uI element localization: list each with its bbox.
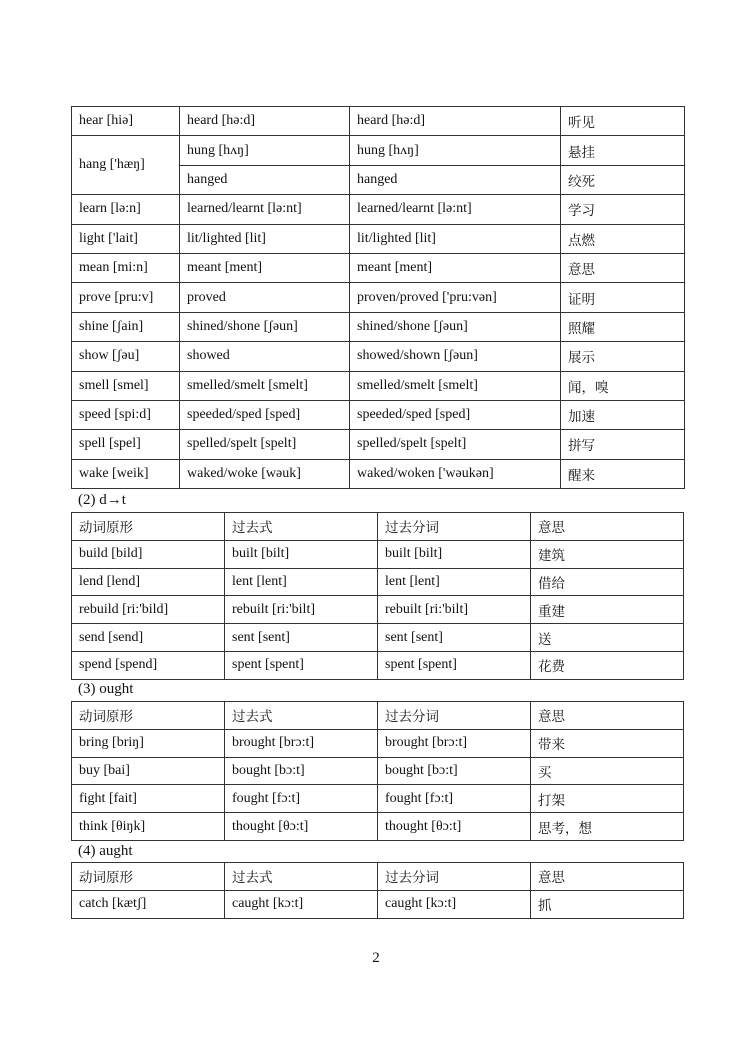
table-cell: smell [smel]: [72, 371, 180, 400]
table-cell: lit/lighted [lit]: [350, 224, 561, 253]
table-row: [72, 312, 685, 341]
table-cell: spent [spent]: [225, 651, 378, 679]
table-cell: rebuild [ri:'bild]: [72, 596, 225, 624]
table-row: [72, 890, 684, 918]
table-cell: hanged: [180, 165, 350, 194]
table-cell: heard [hə:d]: [180, 107, 350, 136]
table-cell: proved: [180, 283, 350, 312]
table-cell: 动词原形: [72, 513, 225, 541]
table-row: [72, 813, 684, 841]
table-cell: catch [kætʃ]: [72, 890, 225, 918]
table-cell: showed: [180, 342, 350, 371]
table-cell: smelled/smelt [smelt]: [350, 371, 561, 400]
table-cell: spell [spel]: [72, 430, 180, 459]
table-row: [72, 342, 685, 371]
table-cell: 过去式: [225, 513, 378, 541]
table-row: [72, 651, 684, 679]
table-cell: sent [sent]: [378, 624, 531, 652]
table-cell: 听见: [561, 107, 685, 136]
table-cell: rebuilt [ri:'bilt]: [378, 596, 531, 624]
table-cell: waked/woken ['wəukən]: [350, 459, 561, 488]
table-row: [72, 540, 684, 568]
table-cell: buy [bai]: [72, 757, 225, 785]
table-cell: 照耀: [561, 312, 685, 341]
table-cell: caught [kɔ:t]: [225, 890, 378, 918]
table-cell: waked/woke [wəuk]: [180, 459, 350, 488]
table-row: [72, 624, 684, 652]
table-header-row: [72, 702, 684, 730]
table-cell: prove [pru:v]: [72, 283, 180, 312]
table-cell: 过去分词: [378, 513, 531, 541]
table-cell: hung [hʌŋ]: [350, 136, 561, 165]
table-cell: 闻，嗅: [561, 371, 685, 400]
table-cell: 加速: [561, 400, 685, 429]
table-row: [72, 430, 685, 459]
table-cell: 意思: [531, 863, 684, 891]
table-cell: proven/proved ['pru:vən]: [350, 283, 561, 312]
table-cell: spelled/spelt [spelt]: [350, 430, 561, 459]
table-cell: 意思: [531, 702, 684, 730]
table-cell: smelled/smelt [smelt]: [180, 371, 350, 400]
table-cell: rebuilt [ri:'bilt]: [225, 596, 378, 624]
table-cell: spend [spend]: [72, 651, 225, 679]
table-cell: 绞死: [561, 165, 685, 194]
table-header-row: [72, 863, 684, 891]
table-cell: learned/learnt [lə:nt]: [350, 195, 561, 224]
table-cell: built [bilt]: [378, 540, 531, 568]
table-cell: hang ['hæŋ]: [72, 136, 180, 195]
table-cell: 学习: [561, 195, 685, 224]
table-cell: spent [spent]: [378, 651, 531, 679]
table-cell: 过去分词: [378, 863, 531, 891]
table-cell: 花费: [531, 651, 684, 679]
table-cell: meant [ment]: [180, 253, 350, 282]
table-cell: hung [hʌŋ]: [180, 136, 350, 165]
table-cell: spelled/spelt [spelt]: [180, 430, 350, 459]
table-cell: 意思: [561, 253, 685, 282]
table-cell: 打架: [531, 785, 684, 813]
table-cell: learn [lə:n]: [72, 195, 180, 224]
table-cell: hanged: [350, 165, 561, 194]
table-row: [72, 136, 685, 165]
table-cell: showed/shown [ʃəun]: [350, 342, 561, 371]
table-cell: shine [ʃain]: [72, 312, 180, 341]
table-cell: 送: [531, 624, 684, 652]
verb-table-3: [71, 701, 684, 841]
table-cell: light ['lait]: [72, 224, 180, 253]
table-cell: meant [ment]: [350, 253, 561, 282]
table-cell: 带来: [531, 729, 684, 757]
table-cell: show [ʃəu]: [72, 342, 180, 371]
table-cell: built [bilt]: [225, 540, 378, 568]
table-row: [72, 400, 685, 429]
table-cell: 重建: [531, 596, 684, 624]
table-row: [72, 253, 685, 282]
table-cell: 买: [531, 757, 684, 785]
table-cell: thought [θɔ:t]: [378, 813, 531, 841]
verb-table-4: [71, 862, 684, 919]
table-cell: heard [hə:d]: [350, 107, 561, 136]
table-row: [72, 729, 684, 757]
table-row: [72, 283, 685, 312]
table-cell: bought [bɔ:t]: [225, 757, 378, 785]
verb-table-2: [71, 512, 684, 680]
table-row: [72, 596, 684, 624]
table-row: [72, 757, 684, 785]
table-cell: think [θiŋk]: [72, 813, 225, 841]
table-cell: hear [hiə]: [72, 107, 180, 136]
table-cell: 展示: [561, 342, 685, 371]
table-cell: speed [spi:d]: [72, 400, 180, 429]
table-cell: lit/lighted [lit]: [180, 224, 350, 253]
table-cell: 动词原形: [72, 863, 225, 891]
table-row: [72, 224, 685, 253]
table-cell: fight [fait]: [72, 785, 225, 813]
table-cell: build [bild]: [72, 540, 225, 568]
table-cell: 证明: [561, 283, 685, 312]
table-row: [72, 371, 685, 400]
table-cell: learned/learnt [lə:nt]: [180, 195, 350, 224]
table-row: [72, 568, 684, 596]
table-cell: speeded/sped [sped]: [350, 400, 561, 429]
table-cell: caught [kɔ:t]: [378, 890, 531, 918]
table-cell: 意思: [531, 513, 684, 541]
table-cell: speeded/sped [sped]: [180, 400, 350, 429]
table-row: [72, 107, 685, 136]
table-cell: send [send]: [72, 624, 225, 652]
table-cell: brought [brɔ:t]: [378, 729, 531, 757]
section-label-2: (2) d→t: [78, 492, 126, 508]
section-label-4: (4) aught: [78, 843, 133, 859]
table-cell: lent [lent]: [378, 568, 531, 596]
table-cell: 过去式: [225, 863, 378, 891]
table-header-row: [72, 513, 684, 541]
table-cell: 拼写: [561, 430, 685, 459]
table-cell: shined/shone [ʃəun]: [180, 312, 350, 341]
table-cell: fought [fɔ:t]: [225, 785, 378, 813]
table-cell: 借给: [531, 568, 684, 596]
section-label-3: (3) ought: [78, 681, 134, 697]
table-cell: sent [sent]: [225, 624, 378, 652]
table-cell: lent [lent]: [225, 568, 378, 596]
table-cell: brought [brɔ:t]: [225, 729, 378, 757]
table-cell: mean [mi:n]: [72, 253, 180, 282]
table-cell: lend [lend]: [72, 568, 225, 596]
table-cell: bring [briŋ]: [72, 729, 225, 757]
table-row: [72, 785, 684, 813]
table-cell: shined/shone [ʃəun]: [350, 312, 561, 341]
table-cell: thought [θɔ:t]: [225, 813, 378, 841]
table-cell: 过去分词: [378, 702, 531, 730]
verb-table-1: [71, 106, 685, 489]
table-cell: bought [bɔ:t]: [378, 757, 531, 785]
table-cell: 过去式: [225, 702, 378, 730]
table-cell: 醒来: [561, 459, 685, 488]
page-number: 2: [372, 950, 380, 966]
table-cell: 动词原形: [72, 702, 225, 730]
table-row: [72, 195, 685, 224]
table-cell: 点燃: [561, 224, 685, 253]
table-cell: 抓: [531, 890, 684, 918]
table-row: [72, 459, 685, 488]
table-cell: 悬挂: [561, 136, 685, 165]
table-cell: wake [weik]: [72, 459, 180, 488]
table-cell: 建筑: [531, 540, 684, 568]
table-cell: fought [fɔ:t]: [378, 785, 531, 813]
table-cell: 思考，想: [531, 813, 684, 841]
